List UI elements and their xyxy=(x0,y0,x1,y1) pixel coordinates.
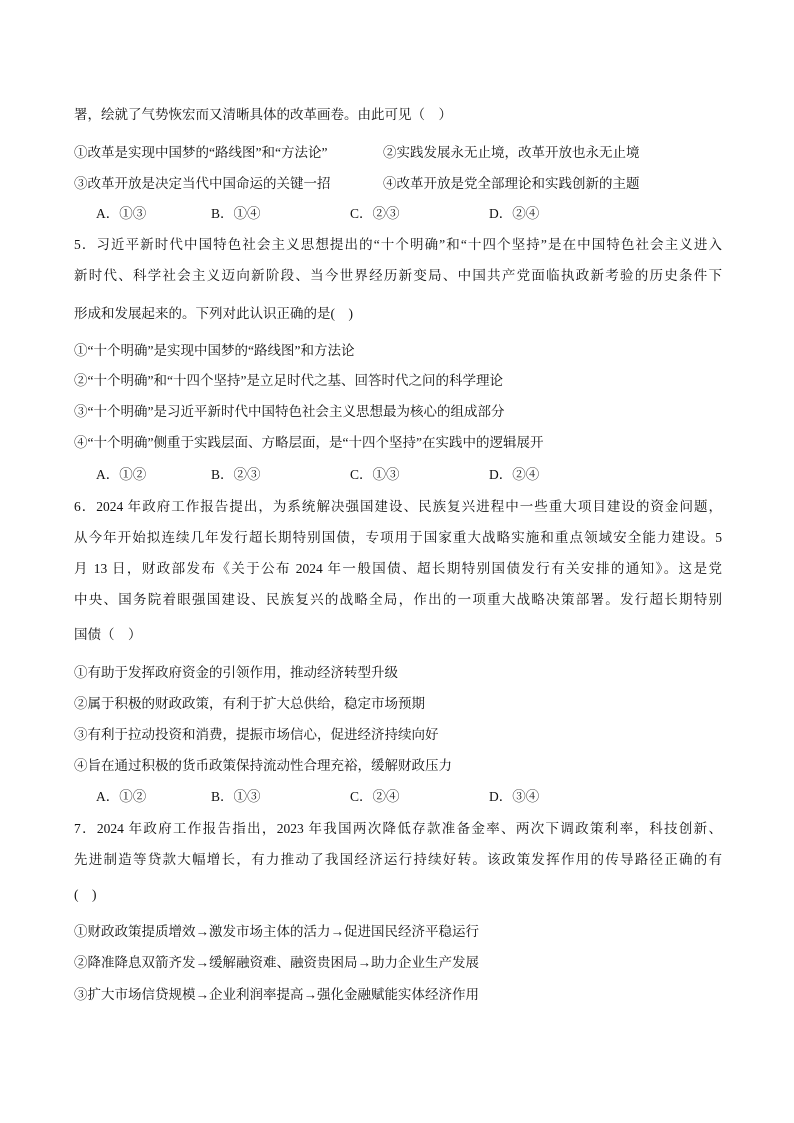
q5-statement-3: ③“十个明确”是习近平新时代中国特色社会主义思想最为核心的组成部分 xyxy=(74,404,505,419)
q6-stem-line-3: 月 13 日，财政部发布《关于公布 2024 年一般国债、超长期特别国债发行有关安排的通知》。这是党 xyxy=(74,561,722,576)
q4-statement-4: ④改革开放是党全部理论和实践创新的主题 xyxy=(383,176,640,191)
q6-choice-b: B．①③ xyxy=(211,789,261,804)
q6-statement-3: ③有利于拉动投资和消费，提振市场信心，促进经济持续向好 xyxy=(74,727,439,742)
q4-choice-a: A．①③ xyxy=(96,206,147,221)
q4-choice-d: D．②④ xyxy=(489,206,540,221)
q5-statement-1: ①“十个明确”是实现中国梦的“路线图”和方法论 xyxy=(74,343,355,358)
q6-stem-line-5: 国债（ ） xyxy=(74,627,142,642)
q4-statement-2: ②实践发展永无止境，改革开放也永无止境 xyxy=(383,145,640,160)
q5-stem-line-2: 新时代、科学社会主义迈向新阶段、当今世界经历新变局、中国共产党面临执政新考验的历史条件下 xyxy=(74,268,722,283)
q7-statement-3: ③扩大市场信贷规模→企业利润率提高→强化金融赋能实体经济作用 xyxy=(74,987,479,1002)
q7-stem-line-3: ( ) xyxy=(74,887,97,902)
q4-statement-1: ①改革是实现中国梦的“路线图”和“方法论” xyxy=(74,145,328,160)
q5-statement-4: ④“十个明确”侧重于实践层面、方略层面，是“十四个坚持”在实践中的逻辑展开 xyxy=(74,435,544,450)
q6-stem-line-2: 从今年开始拟连续几年发行超长期特别国债，专项用于国家重大战略实施和重点领域安全能力建设。5 xyxy=(74,530,722,545)
q6-choice-d: D．③④ xyxy=(489,789,540,804)
q4-statement-3: ③改革开放是决定当代中国命运的关键一招 xyxy=(74,176,331,191)
q7-stem-line-1: 7．2024 年政府工作报告指出，2023 年我国两次降低存款准备金率、两次下调政策利率，科技创新、 xyxy=(74,821,722,836)
q7-stem-line-2: 先进制造等贷款大幅增长，有力推动了我国经济运行持续好转。该政策发挥作用的传导路径正确的有 xyxy=(74,852,722,867)
q6-choice-c: C．②④ xyxy=(350,789,400,804)
q5-stem-line-1: 5．习近平新时代中国特色社会主义思想提出的“十个明确”和“十四个坚持”是在中国特色社会主义进入 xyxy=(74,237,722,252)
q6-statement-4: ④旨在通过积极的货币政策保持流动性合理充裕，缓解财政压力 xyxy=(74,758,452,773)
q6-stem-line-1: 6．2024 年政府工作报告提出，为系统解决强国建设、民族复兴进程中一些重大项目建设的资金问题， xyxy=(74,499,722,514)
q4-choice-c: C．②③ xyxy=(350,206,400,221)
q6-choice-a: A．①② xyxy=(96,789,147,804)
q5-choice-c: C．①③ xyxy=(350,467,400,482)
q5-choice-a: A．①② xyxy=(96,467,147,482)
q7-statement-2: ②降准降息双箭齐发→缓解融资难、融资贵困局→助力企业生产发展 xyxy=(74,955,479,970)
q6-stem-line-4: 中央、国务院着眼强国建设、民族复兴的战略全局，作出的一项重大战略决策部署。发行超长期特别 xyxy=(74,592,722,607)
q7-statement-1: ①财政政策提质增效→激发市场主体的活力→促进国民经济平稳运行 xyxy=(74,924,479,939)
q5-statement-2: ②“十个明确”和“十四个坚持”是立足时代之基、回答时代之问的科学理论 xyxy=(74,373,503,388)
q4-choice-b: B．①④ xyxy=(211,206,261,221)
q6-statement-1: ①有助于发挥政府资金的引领作用，推动经济转型升级 xyxy=(74,665,398,680)
q5-choice-b: B．②③ xyxy=(211,467,261,482)
q6-statement-2: ②属于积极的财政政策，有利于扩大总供给，稳定市场预期 xyxy=(74,696,425,711)
q5-choice-d: D．②④ xyxy=(489,467,540,482)
q4-stem-line: 署，绘就了气势恢宏而又清晰具体的改革画卷。由此可见（ ） xyxy=(74,107,452,122)
q5-stem-line-3: 形成和发展起来的。下列对此认识正确的是( ) xyxy=(74,306,353,321)
